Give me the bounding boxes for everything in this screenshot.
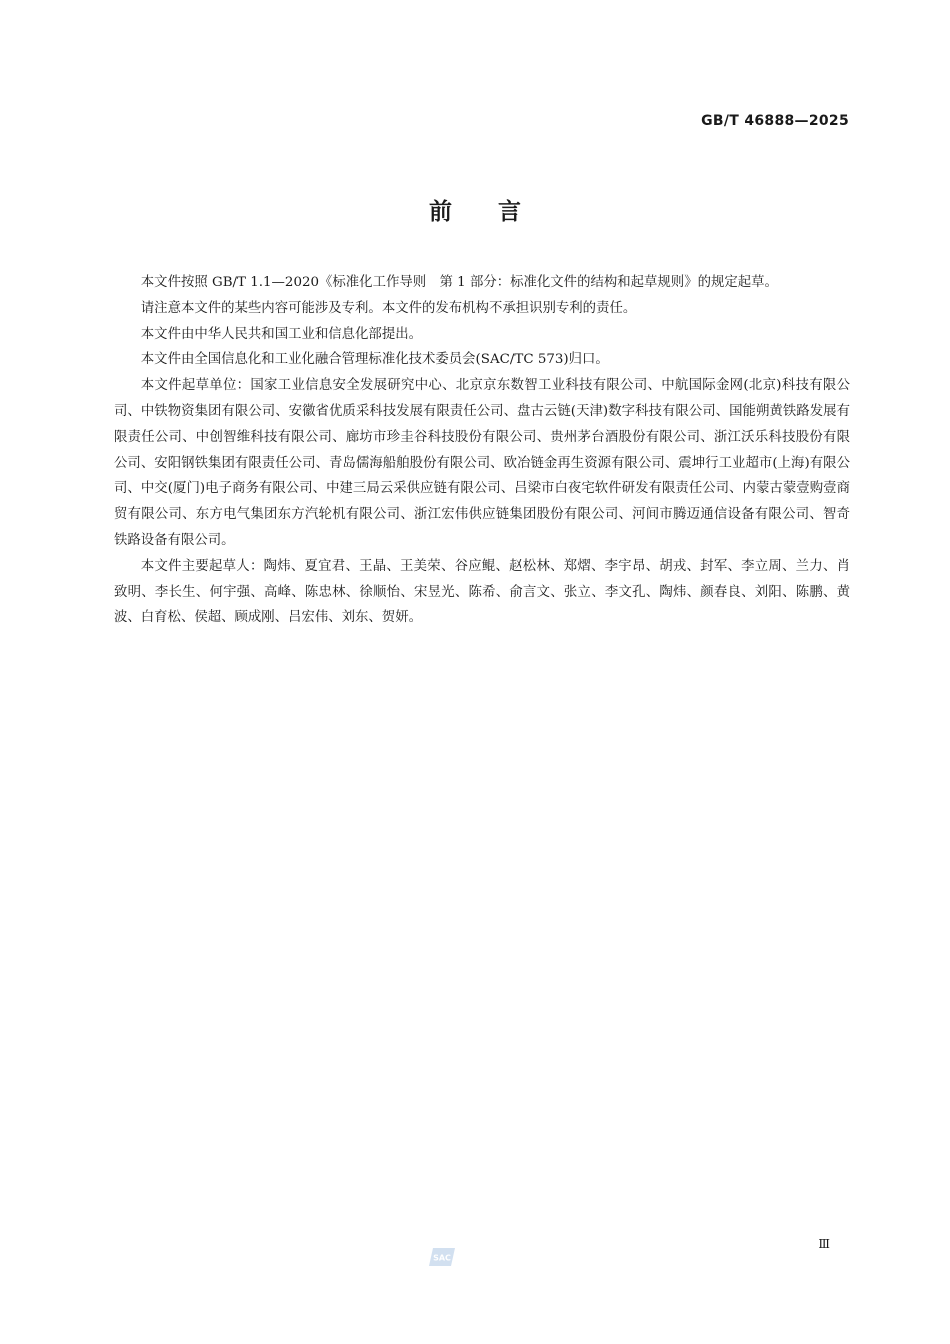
standard-number: GB/T 46888—2025: [701, 113, 849, 129]
paragraph-patent-notice: 请注意本文件的某些内容可能涉及专利。本文件的发布机构不承担识别专利的责任。: [140, 300, 637, 316]
paragraph-drafting-units: 本文件起草单位：国家工业信息安全发展研究中心、北京京东数智工业科技有限公司、中航国际金网(北京)科技有限公司、中铁物资集团有限公司、安徽省优质采科技发展有限责任公司、盘古云链(天津)数字科技有限公司、国能朔黄铁路发展有限责任公司、中创智维科技有限公司、廊坊市珍圭谷科技股份有限公司、贵州茅台酒股份有限公司、浙江沃乐科技股份有限公司、安阳钢铁集团有限责任公司、青岛儒海船舶股份有限公司、欧冶链金再生资源有限公司、震坤行工业超市(上海)有限公司、中交(厦门)电子商务有限公司、中建三局云采供应链有限公司、吕梁市白夜宅软件研发有限责任公司、内蒙古蒙壹购壹商贸有限公司、东方电气集团东方汽轮机有限公司、浙江宏伟供应链集团股份有限公司、河间市腾迈通信设备有限公司、智奇铁路设备有限公司。: [114, 378, 850, 548]
paragraph-drafting-rules: 本文件按照 GB/T 1.1—2020《标准化工作导则 第 1 部分：标准化文件的结构和起草规则》的规定起草。: [140, 275, 778, 290]
page-number: Ⅲ: [818, 1237, 830, 1251]
paragraph-main-drafters: 本文件主要起草人：陶炜、夏宜君、王晶、王美荣、谷应鲲、赵松林、郑熠、李宇昂、胡戎、封军、李立周、兰力、肖致明、李长生、何宇强、高峰、陈忠林、徐顺怡、宋昱光、陈希、俞言文、张立、李文孔、陶炜、颜春良、刘阳、陈鹏、黄波、白育松、侯超、顾成刚、吕宏伟、刘东、贺妍。: [114, 558, 850, 626]
document-body: [114, 270, 850, 631]
logo-text: SAC: [433, 1253, 451, 1263]
page-title: 前言: [429, 199, 567, 225]
sac-logo-icon: [429, 1246, 457, 1268]
paragraph-proposer: 本文件由中华人民共和国工业和信息化部提出。: [140, 326, 422, 342]
paragraph-committee: 本文件由全国信息化和工业化融合管理标准化技术委员会(SAC/TC 573)归口。: [140, 352, 609, 368]
